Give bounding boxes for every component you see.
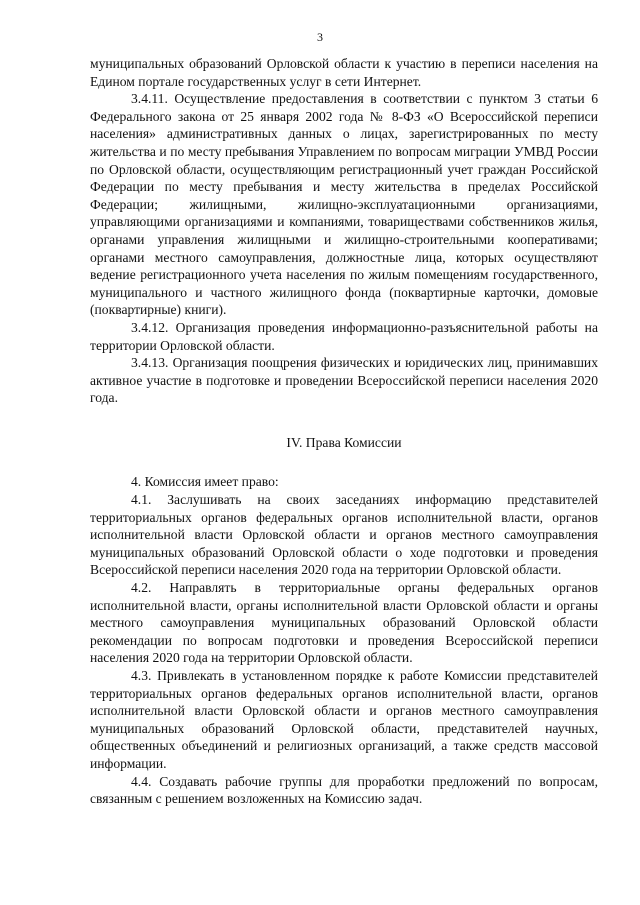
document-body: [90, 55, 598, 808]
section-heading: IV. Права Комиссии: [286, 434, 402, 450]
paragraph-3-4-13: 3.4.13. Организация поощрения физических и юридических лиц, принимавших активное участие в подготовке и проведении Всероссийской переписи населения 2020 года.: [90, 355, 598, 406]
paragraph-continuation: муниципальных образований Орловской области к участию в переписи населения на Едином портале государственных услуг в сети Интернет.: [90, 56, 598, 89]
paragraph-3-4-11: 3.4.11. Осуществление предоставления в соответствии с пунктом 3 статьи 6 Федерального закона от 25 января 2002 года № 8-ФЗ «О Всероссийской переписи населения» административных данных о лицах, зарегистрированных по месту жительства и по месту пребывания Управлением по вопросам миграции УМВД России по Орловской области, осуществляющим регистрационный учет граждан Российской Федерации по месту пребывания и месту жительства в пределах Российской Федерации; жилищными, жилищно-эксплуатационными организациями, управляющими организациями и компаниями, товариществами собственников жилья, органами управления жилищными и жилищно-строительными кооперативами; органами местного самоуправления, должностные лица, которых осуществляют ведение регистрационного учета населения по жилым помещениям государственного, муниципального и частного жилищного фонда (поквартирные карточки, домовые (поквартирные) книги).: [90, 91, 598, 318]
paragraph-4-3: 4.3. Привлекать в установленном порядке к работе Комиссии представителей территориальных органов федеральных органов исполнительной власти, органов исполнительной власти Орловской области и органов местного самоуправления муниципальных образований Орловской области, представителей научных, общественных объединений и религиозных организаций, а также средств массовой информации.: [90, 668, 598, 771]
paragraph-4-4: 4.4. Создавать рабочие группы для проработки предложений по вопросам, связанным с решением возложенных на Комиссию задач.: [90, 773, 598, 807]
page-number: 3: [317, 30, 323, 44]
paragraph-4-1: 4.1. Заслушивать на своих заседаниях информацию представителей территориальных органов федеральных органов исполнительной власти, органов исполнительной власти Орловской области и органов местного самоуправления муниципальных образований Орловской области о ходе подготовки и проведения Всероссийской переписи населения 2020 года на территории Орловской области.: [90, 492, 598, 578]
paragraph-4-2: 4.2. Направлять в территориальные органы федеральных органов исполнительной власти, органы исполнительной власти Орловской области и органы местного самоуправления муниципальных образований Орловской области рекомендации по вопросам подготовки и проведения Всероссийской переписи населения 2020 года на территории Орловской области.: [90, 580, 598, 666]
paragraph-3-4-12: 3.4.12. Организация проведения информационно-разъяснительной работы на территории Орловской области.: [90, 319, 598, 353]
paragraph-4: 4. Комиссия имеет право:: [131, 474, 279, 490]
